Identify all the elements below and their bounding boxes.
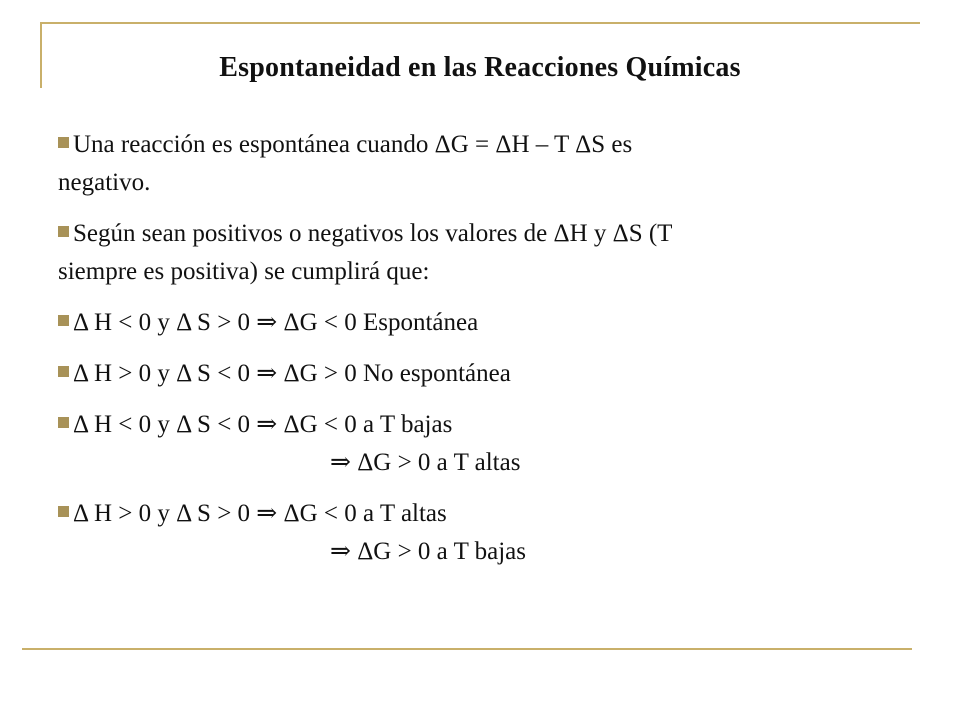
bullet-item-case-3 xyxy=(58,406,878,482)
bullet-text: Según sean positivos o negativos los valores de ΔH y ΔS (T xyxy=(73,220,673,247)
bullet-text-continuation: siempre es positiva) se cumplirá que: xyxy=(58,258,430,285)
top-border-line xyxy=(40,22,920,24)
bullet-text: Una reacción es espontánea cuando ΔG = ΔH – T ΔS es xyxy=(73,131,633,158)
square-bullet-icon xyxy=(58,315,69,326)
bullet-item-sign-conditions xyxy=(58,215,878,291)
bullet-text: Δ H > 0 y Δ S < 0 ⇒ ΔG > 0 No espontánea xyxy=(73,360,511,387)
square-bullet-icon xyxy=(58,417,69,428)
bullet-text-continuation: negativo. xyxy=(58,169,151,196)
bullet-text: Δ H < 0 y Δ S > 0 ⇒ ΔG < 0 Espontánea xyxy=(73,309,479,336)
bullet-text-continuation: ⇒ ΔG > 0 a T bajas xyxy=(330,538,527,565)
bottom-border-line xyxy=(22,648,912,650)
bullet-text: Δ H > 0 y Δ S > 0 ⇒ ΔG < 0 a T altas xyxy=(73,500,447,527)
bullet-text-continuation: ⇒ ΔG > 0 a T altas xyxy=(330,449,521,476)
slide-title: Espontaneidad en las Reacciones Químicas xyxy=(219,52,741,83)
bullet-item-case-4 xyxy=(58,495,878,571)
bullet-item-spontaneity-definition xyxy=(58,126,878,202)
bullet-item-case-1 xyxy=(58,304,878,342)
bullet-item-case-2 xyxy=(58,355,878,393)
square-bullet-icon xyxy=(58,137,69,148)
square-bullet-icon xyxy=(58,226,69,237)
square-bullet-icon xyxy=(58,506,69,517)
slide-body xyxy=(58,126,878,584)
square-bullet-icon xyxy=(58,366,69,377)
bullet-text: Δ H < 0 y Δ S < 0 ⇒ ΔG < 0 a T bajas xyxy=(73,411,453,438)
